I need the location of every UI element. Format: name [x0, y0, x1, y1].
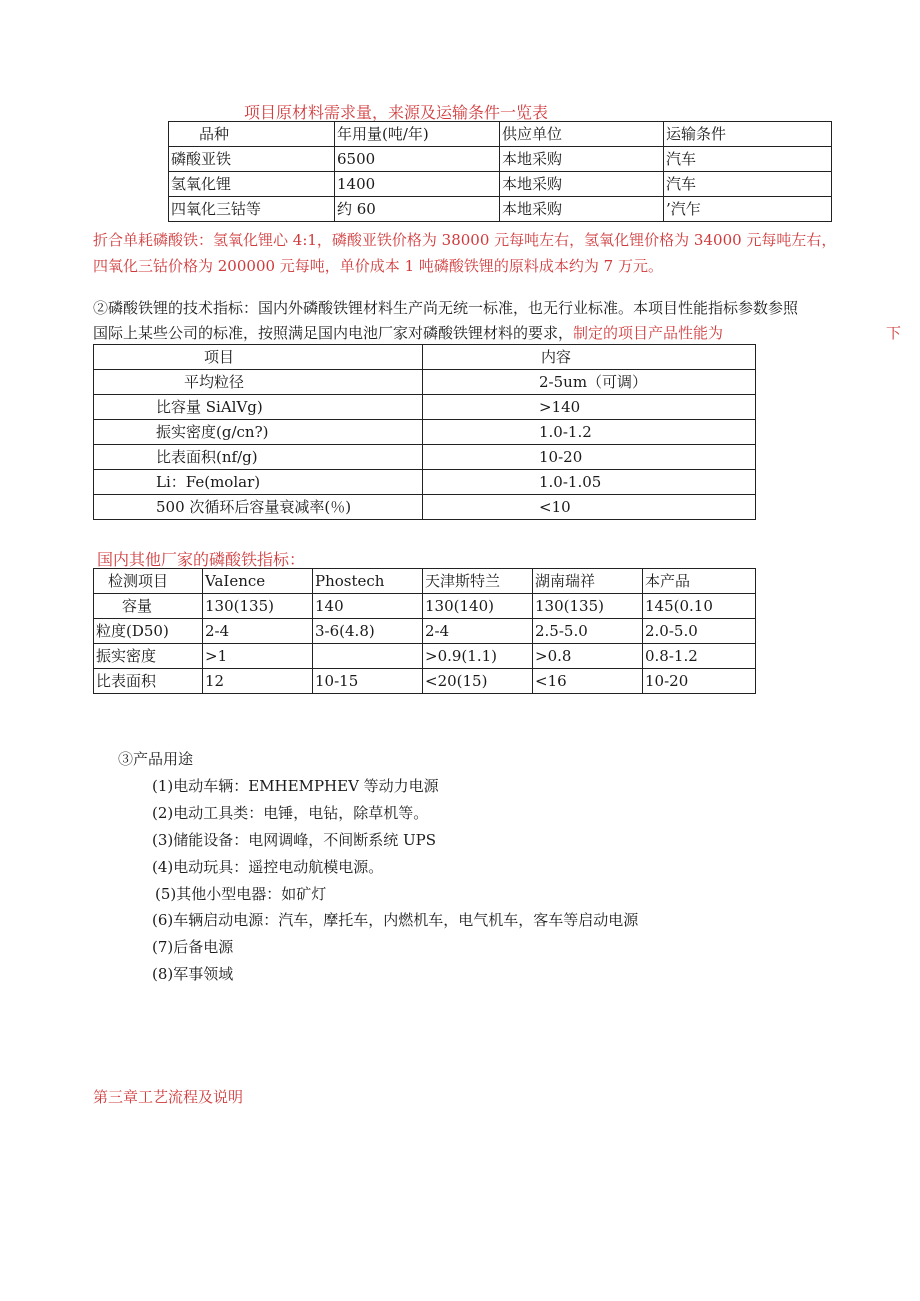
table-header-row	[94, 569, 756, 594]
table-cell: 2.5-5.0	[533, 619, 643, 644]
table-cell: 10-20	[643, 669, 756, 694]
cost-note-line-2: 四氧化三钴价格为 200000 元每吨，单价成本 1 吨磷酸铁锂的原料成本约为 7 万元。	[93, 257, 663, 275]
table-cell: 本地采购	[500, 147, 664, 172]
table-cell: 氢氧化锂	[169, 172, 335, 197]
table-header-cell: 内容	[423, 345, 756, 370]
table-cell: >140	[423, 395, 756, 420]
use-item: (6)车辆启动电源：汽车，摩托车，内燃机车，电气机车，客车等启动电源	[152, 911, 639, 929]
table-cell: 10-15	[313, 669, 423, 694]
tech-line-1: ②磷酸铁锂的技术指标：国内外磷酸铁锂材料生产尚无统一标准，也无行业标准。本项目性能指标参数参照	[93, 299, 799, 317]
use-item: (4)电动玩具：遥控电动航模电源。	[152, 858, 384, 876]
table-cell: 磷酸亚铁	[169, 147, 335, 172]
table-header-cell: 品种	[169, 122, 335, 147]
use-item: (7)后备电源	[152, 938, 234, 956]
use-item: (3)储能设备：电网调峰，不间断系统 UPS	[152, 831, 437, 849]
table-cell: Li：Fe(molar)	[94, 470, 423, 495]
table-cell: 约 60	[335, 197, 500, 222]
tech-line-2	[93, 320, 901, 346]
table1-caption: 项目原材料需求量，来源及运输条件一览表	[244, 103, 549, 122]
table-cell: 振实密度(g/cn?)	[94, 420, 423, 445]
table-cell: 1.0-1.2	[423, 420, 756, 445]
uses-heading: ③产品用途	[118, 750, 194, 768]
table-cell: 130(140)	[423, 594, 533, 619]
table-row	[94, 594, 756, 619]
raw-material-table	[168, 121, 832, 222]
table-row	[94, 495, 756, 520]
use-item: (2)电动工具类：电锤，电钻，除草机等。	[152, 804, 429, 822]
table-header-cell: 本产品	[643, 569, 756, 594]
table-cell: 6500	[335, 147, 500, 172]
table-header-cell: 年用量(吨/年)	[335, 122, 500, 147]
table-header-cell: 湖南瑞祥	[533, 569, 643, 594]
table-header-cell: 运输条件	[664, 122, 832, 147]
table-row	[169, 197, 832, 222]
table-cell: 140	[313, 594, 423, 619]
table-cell: 130(135)	[203, 594, 313, 619]
table-cell: 2-4	[423, 619, 533, 644]
table-header-cell: 项目	[94, 345, 423, 370]
table-cell: ’汽乍	[664, 197, 832, 222]
performance-spec-table	[93, 344, 756, 520]
table-cell: 本地采购	[500, 197, 664, 222]
table-cell: <16	[533, 669, 643, 694]
use-item: (1)电动车辆：EMHEMPHEV 等动力电源	[152, 777, 439, 795]
table-row	[94, 420, 756, 445]
table-cell: 汽车	[664, 172, 832, 197]
tech-line-2-tail: 下	[885, 324, 901, 342]
table-cell: 1.0-1.05	[423, 470, 756, 495]
table-cell	[313, 644, 423, 669]
table-row	[94, 395, 756, 420]
cost-note-line-1: 折合单耗磷酸铁：氢氧化锂心 4:1，磷酸亚铁价格为 38000 元每吨左右，氢氧化锂价格为 34000 元每吨左右，	[93, 231, 837, 249]
table-cell: 粒度(D50)	[94, 619, 203, 644]
tech-line-2-text: 国际上某些公司的标准，按照满足国内电池厂家对磷酸铁锂材料的要求，	[93, 324, 574, 342]
table3-caption: 国内其他厂家的磷酸铁指标：	[97, 550, 306, 569]
table-cell: 12	[203, 669, 313, 694]
table-cell: 容量	[94, 594, 203, 619]
table-cell: 汽车	[664, 147, 832, 172]
table-cell: 10-20	[423, 445, 756, 470]
table-cell: 3-6(4.8)	[313, 619, 423, 644]
table-row	[94, 470, 756, 495]
table-cell: 平均粒径	[94, 370, 423, 395]
table-cell: 2-4	[203, 619, 313, 644]
table-header-cell: VaIence	[203, 569, 313, 594]
table-cell: 振实密度	[94, 644, 203, 669]
table-row	[94, 644, 756, 669]
table-header-row	[169, 122, 832, 147]
table-cell: >0.9(1.1)	[423, 644, 533, 669]
table-row	[94, 619, 756, 644]
table-row	[169, 172, 832, 197]
tech-line-2-highlight: 制定的项目产品性能为	[573, 324, 724, 342]
table-header-cell: Phostech	[313, 569, 423, 594]
table-header-cell: 天津斯特兰	[423, 569, 533, 594]
table-cell: 2-5um（可调）	[423, 370, 756, 395]
table-cell: 比容量 SiAlVg)	[94, 395, 423, 420]
table-cell: <10	[423, 495, 756, 520]
table-cell: 2.0-5.0	[643, 619, 756, 644]
competitor-comparison-table	[93, 568, 756, 694]
table-cell: 比表面积	[94, 669, 203, 694]
table-cell: <20(15)	[423, 669, 533, 694]
chapter-heading: 第三章工艺流程及说明	[93, 1088, 244, 1106]
table-header-cell: 供应单位	[500, 122, 664, 147]
table-cell: >1	[203, 644, 313, 669]
use-item: (5)其他小型电器：如矿灯	[155, 885, 327, 903]
table-cell: 0.8-1.2	[643, 644, 756, 669]
table-cell: 1400	[335, 172, 500, 197]
table-cell: >0.8	[533, 644, 643, 669]
table-cell: 四氧化三钴等	[169, 197, 335, 222]
table-header-cell: 检测项目	[94, 569, 203, 594]
table-header-row	[94, 345, 756, 370]
table-row	[169, 147, 832, 172]
table-cell: 500 次循环后容量衰减率(％)	[94, 495, 423, 520]
table-cell: 比表面积(nf/g)	[94, 445, 423, 470]
table-cell: 130(135)	[533, 594, 643, 619]
table-row	[94, 370, 756, 395]
table-cell: 本地采购	[500, 172, 664, 197]
table-row	[94, 669, 756, 694]
table-row	[94, 445, 756, 470]
use-item: (8)军事领域	[152, 965, 234, 983]
table-cell: 145(0.10	[643, 594, 756, 619]
